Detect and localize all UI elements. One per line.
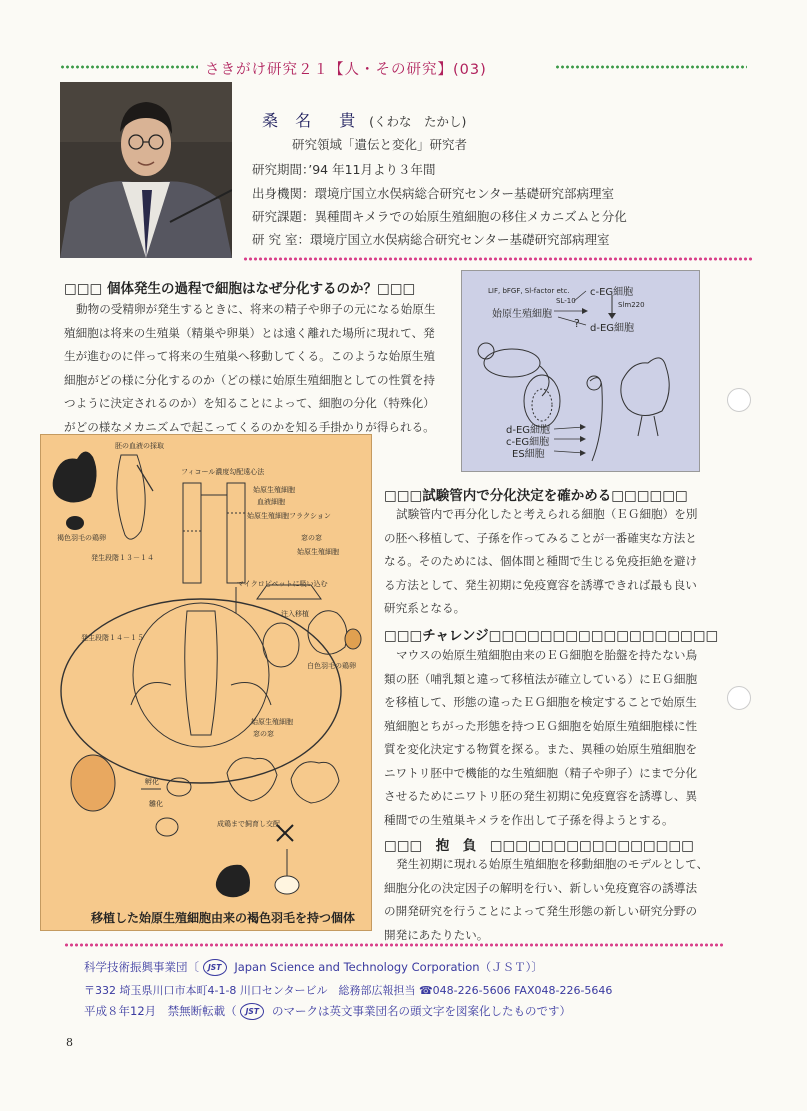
diag1-sl: SL-10	[556, 297, 576, 305]
diag2-label-stage2: 発生段階１４－１５	[81, 634, 144, 642]
section4-line: 細胞分化の決定因子の解明を行い、新しい免疫寛容の誘導法	[384, 880, 698, 895]
researcher-name-reading: (くわな たかし)	[369, 114, 467, 129]
section4-line: 発生初期に現れる始原生殖細胞を移動細胞のモデルとして、	[396, 857, 709, 871]
section3-line: 類の胚（哺乳類と違って移植法が確立している）にＥＧ細胞	[384, 671, 698, 686]
section4-line: 開発にあたりたい。	[384, 927, 489, 942]
researcher-photo	[60, 82, 232, 258]
section2-body	[384, 503, 712, 621]
section3-line: 種間での生殖巣キメラを作出して子孫を得ようとする。	[384, 812, 674, 827]
diag1-question: ?	[574, 317, 580, 330]
footer-org-en: Japan Science and Technology Corporation（ＪＳＴ）〕	[234, 960, 543, 974]
diag2-label-cells3: 始原生殖細胞	[251, 718, 293, 726]
research-area: 研究領域「遺伝と変化」研究者	[292, 137, 468, 152]
diag2-label-fraction: 始原生殖細胞フラクション	[247, 512, 331, 520]
diag2-label-pgc: 始原生殖細胞	[297, 548, 339, 556]
research-lab: 研 究 室：環境庁国立水俣病総合研究センター基礎研究部病理室	[252, 232, 610, 247]
section4-line: の開発研究を行うことによって発生形態の新しい研究分野の	[384, 904, 698, 918]
binder-hole-bottom	[727, 686, 751, 710]
section1-line: 細胞がどの様に分化するのか（どの様に始原生殖細胞としての性質を持	[64, 372, 436, 387]
researcher-name-row	[262, 108, 466, 131]
section2-title: □□□試験管内で分化決定を確かめる□□□□□□	[384, 488, 688, 504]
section2-line: 試験管内で再分化したと考えられる細胞（ＥＧ細胞）を別	[396, 507, 698, 521]
jst-mark-icon: JST	[240, 1003, 264, 1020]
series-title: さきがけ研究２１【人・その研究】(03)	[205, 62, 487, 78]
footer-org-line	[84, 959, 543, 976]
diag2-label-black-egg: 褐色羽毛の鶏卵	[57, 534, 106, 542]
section3-line: 質を変化決定する物質を探る。また、異種の始原生殖細胞を	[384, 742, 698, 756]
diag2-label-micro: マイクロピペットに吸い込む	[237, 580, 328, 588]
footer-address: 〒332 埼玉県川口市本町4-1-8 川口センタービル 総務部広報担当 ☎048-226-5606 FAX048-226-5646	[84, 984, 613, 997]
header-dotline-left	[60, 64, 198, 70]
profile-pink-divider	[243, 256, 753, 262]
section3-title: □□□チャレンジ□□□□□□□□□□□□□□□□□□	[384, 628, 719, 644]
section2-line: る方法として、発生初期に免疫寛容を誘導できれば最も良い	[384, 577, 697, 592]
section2-line: なる。そのためには、個体間と種間で生じる免疫拒絶を避け	[384, 554, 698, 568]
diag2-label-blood: 胚の血液の採取	[115, 442, 164, 450]
diag1-legend-deg: d-EG細胞	[506, 425, 551, 436]
diag2-label-window2: 窓の窓	[253, 730, 274, 738]
section3-line: ニワトリ胚中で機能的な生殖細胞（精子や卵子）にまで分化	[384, 765, 698, 780]
header-dotline-right	[555, 64, 747, 70]
diag1-legend-es: ES細胞	[512, 449, 545, 460]
diag1-deg: d-EG細胞	[590, 323, 635, 334]
home-institution: 出身機関：環境庁国立水俣病総合研究センター基礎研究部病理室	[252, 186, 615, 201]
section1-line: 動物の受精卵が発生するときに、将来の精子や卵子の元になる始原生	[76, 302, 436, 316]
diag2-label-window: 窓の窓	[301, 534, 322, 542]
diag1-legend-ceg: c-EG細胞	[506, 437, 550, 448]
footer-date: 平成８年12月 禁無断転載（	[84, 1004, 237, 1018]
diag1-pgc: 始原生殖細胞	[492, 309, 552, 320]
diag2-label-cells1: 始原生殖細胞	[253, 486, 295, 494]
chimera-procedure-diagram	[40, 434, 372, 931]
diag2-label-stage1: 発生段階１３－１４	[91, 554, 154, 562]
section1-line: つように決定されるのか）を知ることによって、細胞の分化（特殊化）	[64, 396, 435, 410]
section3-line: 殖細胞とちがった形態を持つＥＧ細胞を始原生殖細胞様に性	[384, 718, 698, 733]
diag1-ceg: c-EG細胞	[590, 287, 634, 298]
diag2-label-white-egg: 白色羽毛の鶏卵	[307, 662, 356, 670]
diag1-factors: LIF, bFGF, Sl-factor etc.	[488, 287, 570, 295]
section1-line: 殖細胞は将来の生殖巣（精巣や卵巣）とは遠く離れた場所に現れて、発	[64, 325, 435, 340]
section3-line: を移植して、形態の違ったＥＧ細胞を検定することで始原生	[384, 695, 697, 709]
section1-line: がどの様なメカニズムで起こってくるのかを知る手掛かりが得られる。	[64, 419, 435, 434]
section3-line: マウスの始原生殖細胞由来のＥＧ細胞を胎盤を持たない鳥	[396, 648, 698, 662]
diag2-label-cells2: 血液細胞	[257, 498, 285, 506]
binder-hole-top	[727, 388, 751, 412]
egcell-diagram	[461, 270, 700, 472]
diag2-label-inject: 注入移植	[281, 610, 309, 618]
footer-pink-divider	[64, 942, 724, 948]
section4-body	[384, 853, 712, 947]
footer-org: 科学技術振興事業団〔	[84, 960, 199, 974]
section3-line: させるためにニワトリ胚の発生初期に免疫寛容を誘導し、異	[384, 789, 698, 803]
research-topic: 研究課題：異種間キメラでの始原生殖細胞の移住メカニズムと分化	[252, 209, 627, 224]
jst-logo-icon: JST	[203, 959, 227, 976]
section3-body	[384, 644, 712, 832]
diag2-label-hatch: 孵化	[145, 778, 159, 786]
researcher-name: 桑 名 貴	[262, 111, 362, 130]
research-period: 研究期間：’94 年11月より３年間	[252, 162, 436, 177]
section4-title: □□□ 抱 負 □□□□□□□□□□□□□□□□	[384, 838, 694, 854]
section1-body	[64, 298, 456, 439]
diag2-caption: 移植した始原生殖細胞由来の褐色羽毛を持つ個体	[91, 911, 356, 925]
section1-title: □□□ 個体発生の過程で細胞はなぜ分化するのか？□□□	[64, 281, 416, 297]
section2-line: の胚へ移植して、子孫を作ってみることが一番確実な方法と	[384, 530, 697, 545]
section1-line: 生が進むのに伴って将来の生殖巣へ移動してくる。このような始原生殖	[64, 349, 436, 363]
diag2-label-ficoll: フィコール濃度勾配遠心法	[181, 468, 265, 476]
footer-date-line	[84, 1003, 571, 1020]
diag2-label-chick: 雛化	[149, 800, 163, 808]
diag1-slm: Slm220	[618, 301, 645, 309]
footer-note: のマークは英文事業団名の頭文字を図案化したものです）	[271, 1004, 571, 1018]
section2-line: 研究系となる。	[384, 601, 466, 615]
diag2-label-raise: 成鶏まで飼育し交配	[217, 820, 280, 828]
page-number: 8	[66, 1036, 73, 1049]
